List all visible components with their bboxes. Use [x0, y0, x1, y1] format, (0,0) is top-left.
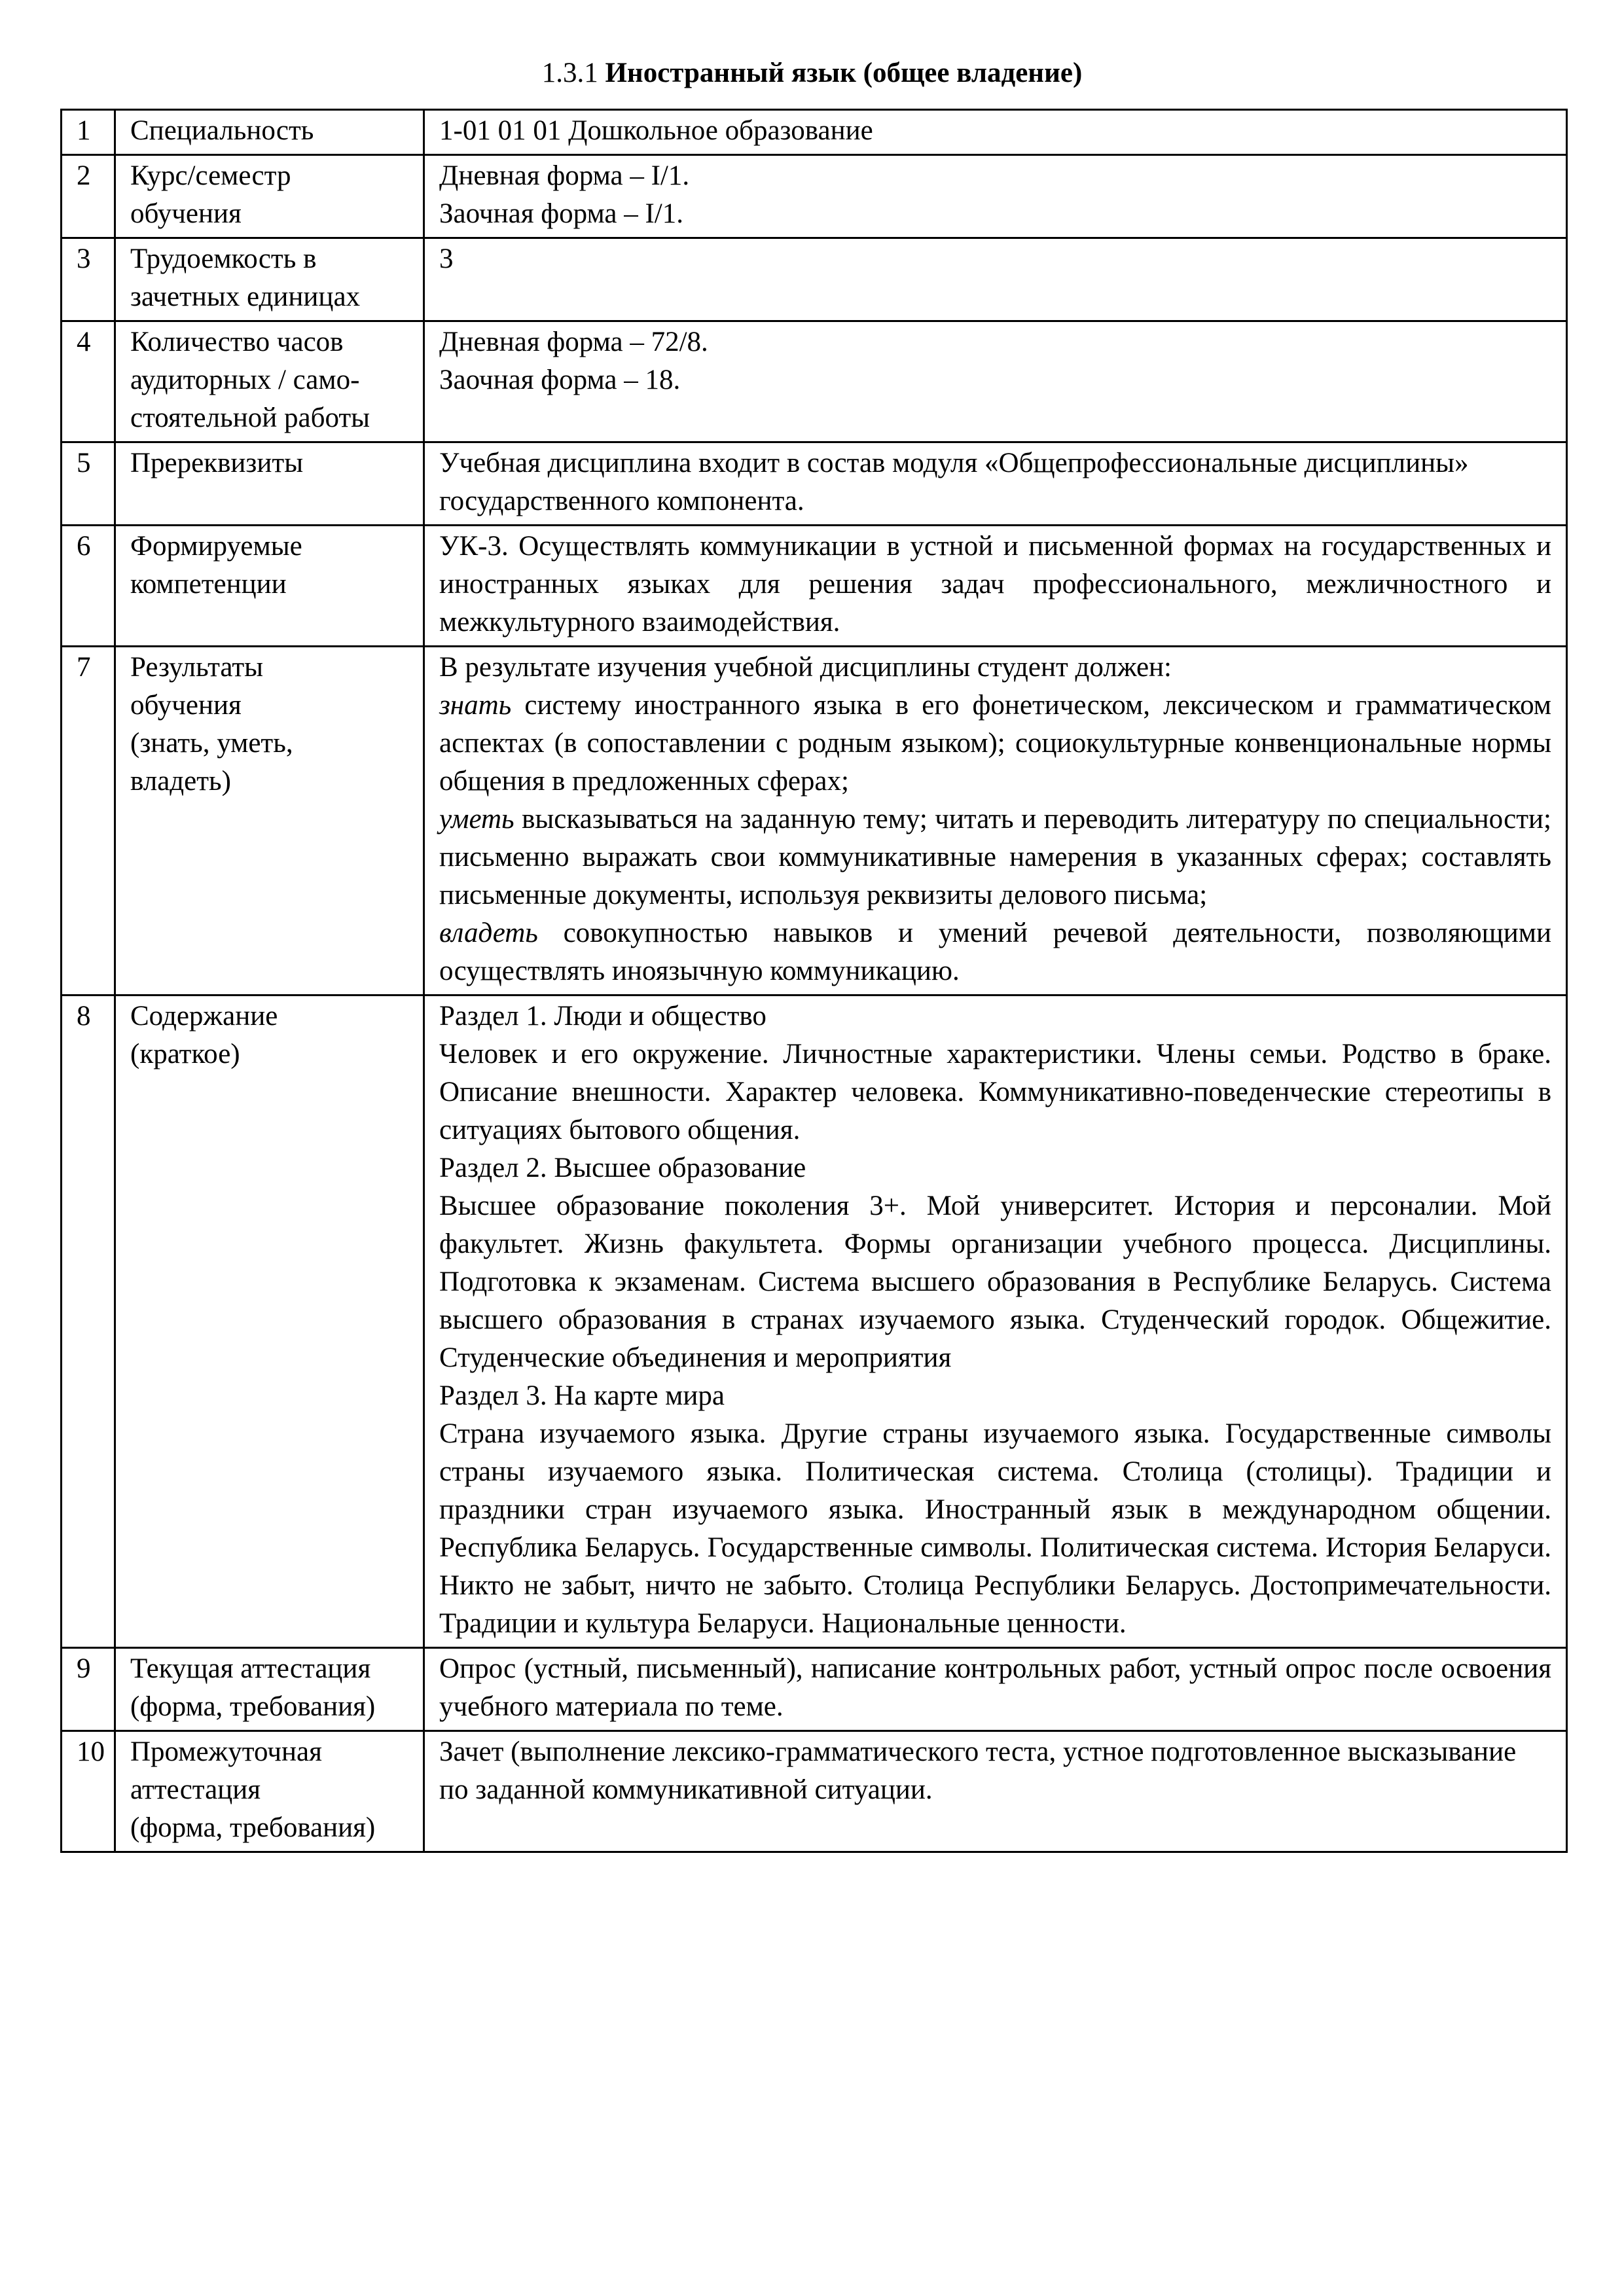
- row-label: Промежуточная аттестация (форма, требования): [115, 1731, 424, 1852]
- row-number: 6: [62, 526, 115, 647]
- row-number: 8: [62, 996, 115, 1648]
- row-label: Пререквизиты: [115, 442, 424, 526]
- table-row-current-assessment: [62, 1648, 1567, 1731]
- table-row-credits: [62, 238, 1567, 321]
- row-number: 4: [62, 321, 115, 442]
- table-row-prerequisites: [62, 442, 1567, 526]
- section-title-text: Иностранный язык (общее владение): [605, 58, 1083, 88]
- table-row-course: [62, 155, 1567, 238]
- row-value: Зачет (выполнение лексико-грамматического теста, устное подготовленное высказывание по заданной коммуникативной ситуации.: [424, 1731, 1567, 1852]
- outcome-know: знать систему иностранного языка в его фонетическом, лексическом и грамматическом аспектах (в сопоставлении с родным языком); социокультурные конвенциональные нормы общения в предложенных сферах;: [439, 690, 1551, 797]
- row-value: Дневная форма – I/1. Заочная форма – I/1.: [424, 155, 1567, 238]
- section-heading: Раздел 1. Люди и общество: [439, 1001, 767, 1031]
- row-label: Курс/семестр обучения: [115, 155, 424, 238]
- section-text: Страна изучаемого языка. Другие страны изучаемого языка. Государственные символы страны изучаемого языка. Политическая система. Столица (столицы). Традиции и праздники стран изучаемого языка. Иностранный язык в международном общении. Республика Беларусь. Государственные символы. Политическая система. История Беларуси. Никто не забыт, ничто не забыто. Столица Республики Беларусь. Достопримечательности. Традиции и культура Беларуси. Национальные ценности.: [439, 1418, 1551, 1639]
- row-number: 10: [62, 1731, 115, 1852]
- section-number: 1.3.1: [541, 58, 598, 88]
- table-row-learning-outcomes: [62, 647, 1567, 996]
- outcomes-intro: В результате изучения учебной дисциплины студент должен:: [439, 652, 1172, 683]
- section-heading: Раздел 3. На карте мира: [439, 1380, 725, 1411]
- outcome-master: владеть совокупностью навыков и умений речевой деятельности, позволяющими осуществлять иноязычную коммуникацию.: [439, 918, 1551, 986]
- row-label: Трудоемкость в зачетных единицах: [115, 238, 424, 321]
- row-value: Дневная форма – 72/8. Заочная форма – 18.: [424, 321, 1567, 442]
- row-label: Количество часов аудиторных / само- стоятельной работы: [115, 321, 424, 442]
- row-number: 1: [62, 110, 115, 155]
- table-row-content: [62, 996, 1567, 1648]
- row-value: 3: [424, 238, 1567, 321]
- row-value: УК-3. Осуществлять коммуникации в устной и письменной формах на государственных и иностранных языках для решения задач профессионального, межличностного и межкультурного взаимодействия.: [424, 526, 1567, 647]
- section-text: Высшее образование поколения 3+. Мой университет. История и персоналии. Мой факультет. Жизнь факультета. Формы организации учебного процесса. Дисциплины. Подготовка к экзаменам. Система высшего образования в Республике Беларусь. Система высшего образования в странах изучаемого языка. Студенческий городок. Общежитие. Студенческие объединения и мероприятия: [439, 1191, 1551, 1373]
- row-value: [424, 996, 1567, 1648]
- outcome-can: уметь высказываться на заданную тему; читать и переводить литературу по специальности; письменно выражать свои коммуникативные намерения в указанных сферах; составлять письменные документы, используя реквизиты делового письма;: [439, 804, 1551, 910]
- section-text: Человек и его окружение. Личностные характеристики. Члены семьи. Родство в браке. Описание внешности. Характер человека. Коммуникативно-поведенческие стереотипы в ситуациях бытового общения.: [439, 1039, 1551, 1145]
- row-label: Текущая аттестация (форма, требования): [115, 1648, 424, 1731]
- row-number: 2: [62, 155, 115, 238]
- table-row-interim-assessment: [62, 1731, 1567, 1852]
- table-row-competences: [62, 526, 1567, 647]
- section-heading: Раздел 2. Высшее образование: [439, 1153, 806, 1183]
- row-value: [424, 647, 1567, 996]
- row-label: Специальность: [115, 110, 424, 155]
- row-value: Опрос (устный, письменный), написание контрольных работ, устный опрос после освоения учебного материала по теме.: [424, 1648, 1567, 1731]
- section-title: [0, 52, 1624, 94]
- row-value: 1-01 01 01 Дошкольное образование: [424, 110, 1567, 155]
- row-label: Содержание (краткое): [115, 996, 424, 1648]
- table-row-hours: [62, 321, 1567, 442]
- row-number: 5: [62, 442, 115, 526]
- row-number: 3: [62, 238, 115, 321]
- table-row-speciality: [62, 110, 1567, 155]
- row-number: 7: [62, 647, 115, 996]
- row-label: Формируемые компетенции: [115, 526, 424, 647]
- row-label: Результаты обучения (знать, уметь, владеть): [115, 647, 424, 996]
- row-number: 9: [62, 1648, 115, 1731]
- row-value: Учебная дисциплина входит в состав модуля «Общепрофессиональные дисциплины» государственного компонента.: [424, 442, 1567, 526]
- discipline-table: [60, 109, 1568, 1853]
